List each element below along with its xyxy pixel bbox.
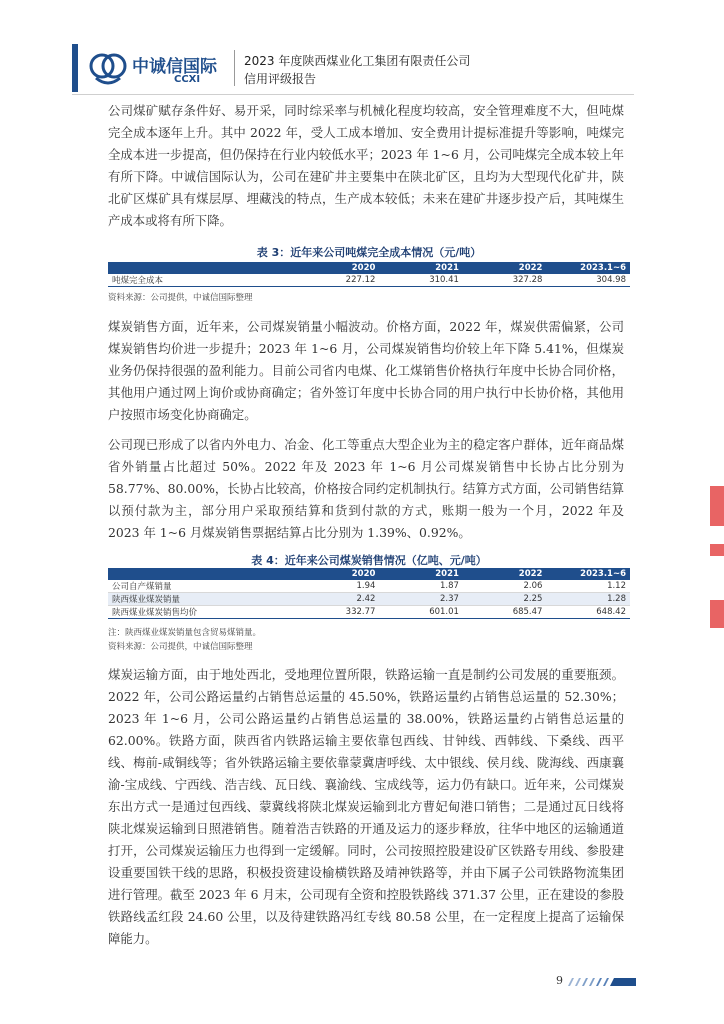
cell-value: 648.42: [546, 606, 630, 619]
ccxi-logo-icon: [88, 50, 130, 88]
paragraph-customers: 公司现已形成了以省内外电力、冶金、化工等重点大型企业为主的稳定客户群体，近年商品煤省外销量占比超过 50%。2022 年及 2023 年 1~6 月公司煤炭销售中长协占比分别为 58.77%、80.00%，长协占比较高，价格按合同约定机制执行。结算方式方面，公司销售结算以预付款为主，部分用户采取预结算和货到付款的方式，账期一般为一个月，2022 年及 2023 年 1~6 月煤炭销售票据结算占比分别为 1.39%、0.92%。: [108, 437, 624, 540]
seal-stamp-fragment: [710, 600, 724, 628]
cell-value: 1.94: [296, 580, 380, 593]
paragraph-transport: 煤炭运输方面，由于地处西北，受地理位置所限，铁路运输一直是制约公司发展的重要瓶颈。2022 年，公司公路运量约占销售总运量的 45.50%，铁路运量约占销售总运量的 52.30%；2023 年 1~6 月，公司公路运量约占销售总运量的 38.00%，铁路运量约占销售总运量的 62.00%。铁路方面，陕西省内铁路运输主要依靠包西线、甘钟线、西韩线、下桑线、西平线、梅前-咸铜线等；省外铁路运输主要依靠蒙冀唐呼线、太中银线、侯月线、陇海线、西康襄渝-宝成线、宁西线、浩吉线、瓦日线、襄渝线、宝成线等，运力仍有缺口。近年来，公司煤炭东出方式一是通过包西线、蒙冀线将陕北煤炭运输到北方曹妃甸港口销售；二是通过瓦日线将陕北煤炭运输到日照港销售。随着浩吉铁路的开通及运力的逐步释放，往华中地区的运输通道打开，公司煤炭运输压力也得到一定缓解。同时，公司按照控股建设矿区铁路专用线、参股建设重要国铁干线的思路，积极投资建设榆横铁路及靖神铁路等，并由下属子公司铁路物流集团进行管理。截至 2023 年 6 月末，公司现有全资和控股铁路线 371.37 公里，正在建设的参股铁路线孟红段 24.60 公里，以及待建铁路冯红专线 80.58 公里，在一定程度上提高了运输保障能力。: [108, 667, 624, 946]
table3-title: 表 3：近年来公司吨煤完全成本情况（元/吨）: [256, 246, 482, 259]
table3-col-header: [108, 262, 296, 274]
table4-col-header: 2023.1~6: [546, 568, 630, 580]
row-label: 公司自产煤销量: [108, 580, 296, 593]
table4-note: 注：陕西煤业煤炭销量包含贸易煤销量。: [108, 628, 262, 638]
table4-col-header: 2020: [296, 568, 380, 580]
table4-col-header: [108, 568, 296, 580]
cell-value: 227.12: [296, 274, 380, 287]
row-label: 陕西煤业煤炭销售均价: [108, 606, 296, 619]
row-label: 陕西煤业煤炭销量: [108, 593, 296, 606]
table4-col-header: 2021: [379, 568, 463, 580]
header-divider: [234, 50, 235, 86]
cell-value: 685.47: [463, 606, 547, 619]
ccxi-logo: [88, 50, 228, 90]
table-row: [108, 606, 630, 619]
cell-value: 601.01: [379, 606, 463, 619]
cell-value: 2.25: [463, 593, 547, 606]
row-label: 吨煤完全成本: [108, 274, 296, 287]
table4: [108, 568, 630, 619]
logo-english-name: CCXI: [174, 74, 201, 85]
cell-value: 327.28: [463, 274, 547, 287]
cell-value: 304.98: [546, 274, 630, 287]
table3-header-row: [108, 262, 630, 274]
table-row: [108, 593, 630, 606]
table4-title: 表 4：近年来公司煤炭销售情况（亿吨、元/吨）: [251, 554, 487, 567]
page-number: 9: [556, 974, 563, 987]
cell-value: 2.06: [463, 580, 547, 593]
table4-source: 资料来源：公司提供，中诚信国际整理: [108, 642, 253, 652]
cell-value: 332.77: [296, 606, 380, 619]
header-accent-bar: [72, 44, 78, 92]
report-title-line2: 信用评级报告: [244, 72, 317, 86]
report-title-line1: 2023 年度陕西煤业化工集团有限责任公司: [244, 54, 471, 68]
cell-value: 1.12: [546, 580, 630, 593]
cell-value: 2.37: [379, 593, 463, 606]
table4-col-header: 2022: [463, 568, 547, 580]
seal-stamp-fragment: [710, 486, 724, 526]
table-row: [108, 580, 630, 593]
paragraph-sales: 煤炭销售方面，近年来，公司煤炭销量小幅波动。价格方面，2022 年，煤炭供需偏紧，公司煤炭销售均价进一步提升；2023 年 1~6 月，公司煤炭销售均价较上年下降 5.41%，但煤炭业务仍保持很强的盈利能力。目前公司省内电煤、化工煤销售价格执行年度中长协合同价格，其他用户通过网上询价或协商确定；省外签订年度中长协合同的用户执行中长协价格，其他用户按照市场变化协商确定。: [108, 319, 624, 422]
table3-col-header: 2023.1~6: [546, 262, 630, 274]
cell-value: 1.87: [379, 580, 463, 593]
table3-source: 资料来源：公司提供，中诚信国际整理: [108, 293, 253, 303]
header-rule: [72, 94, 634, 95]
report-title: [244, 52, 470, 88]
table3: [108, 262, 630, 287]
table-row: [108, 274, 630, 287]
cell-value: 310.41: [379, 274, 463, 287]
logo-chinese-name: 中诚信国际: [132, 57, 217, 77]
table3-col-header: 2022: [463, 262, 547, 274]
paragraph-cost: 公司煤矿赋存条件好、易开采，同时综采率与机械化程度均较高，安全管理难度不大，但吨煤完全成本逐年上升。其中 2022 年，受人工成本增加、安全费用计提标准提升等影响，吨煤完全成本进一步提高，但仍保持在行业内较低水平；2023 年 1~6 月，公司吨煤完全成本较上年有所下降。中诚信国际认为，公司在建矿井主要集中在陕北矿区，且均为大型现代化矿井，陕北矿区煤矿具有煤层厚、埋藏浅的特点，生产成本较低；未来在建矿井逐步投产后，其吨煤生产成本或将有所下降。: [108, 103, 624, 228]
table4-header-row: [108, 568, 630, 580]
cell-value: 1.28: [546, 593, 630, 606]
table3-col-header: 2021: [379, 262, 463, 274]
seal-stamp-fragment: [710, 544, 724, 556]
cell-value: 2.42: [296, 593, 380, 606]
footer-stripes-decoration: [566, 978, 636, 986]
table3-col-header: 2020: [296, 262, 380, 274]
